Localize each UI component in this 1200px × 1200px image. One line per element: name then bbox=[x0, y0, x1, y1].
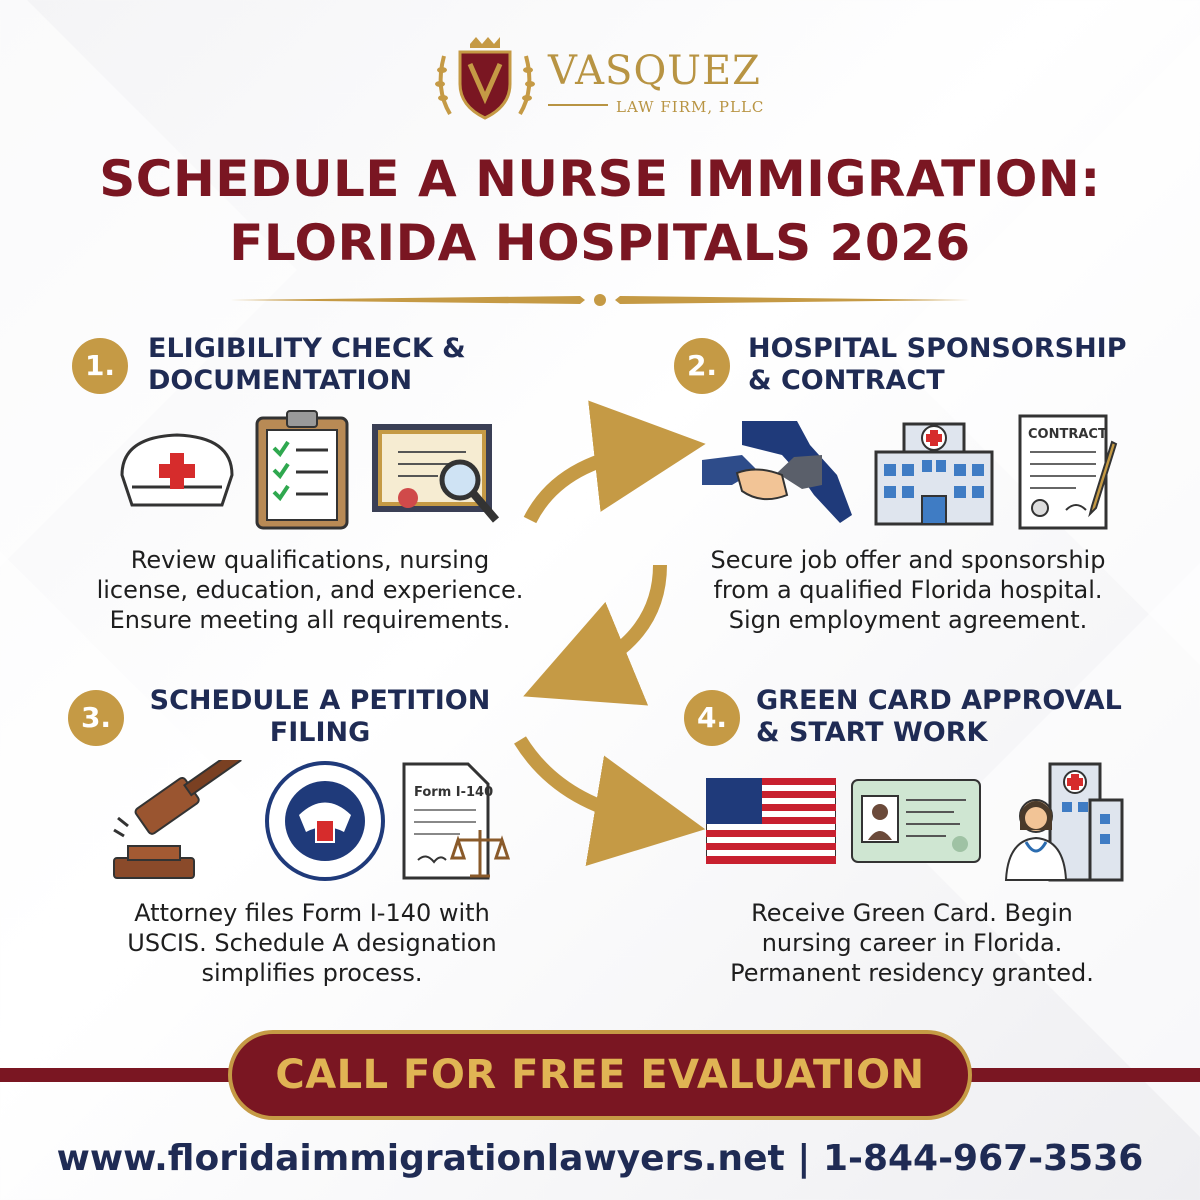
dhs-seal-icon bbox=[264, 760, 386, 882]
page-title-line-2: FLORIDA HOSPITALS 2026 bbox=[229, 214, 971, 272]
step-1-badge: 1. bbox=[72, 338, 128, 394]
step-2-description: Secure job offer and sponsorship from a qualified Florida hospital. Sign employment agreement. bbox=[710, 546, 1106, 634]
gavel-icon bbox=[110, 760, 260, 882]
step-3-title: SCHEDULE A PETITION FILING bbox=[149, 685, 491, 748]
svg-text:CONTRACT: CONTRACT bbox=[1028, 427, 1107, 442]
step-1-description: Review qualifications, nursing license, education, and experience. Ensure meeting all requirements. bbox=[96, 546, 524, 634]
contract-pen-icon bbox=[1016, 412, 1126, 532]
free-evaluation-button[interactable]: CALL FOR FREE EVALUATION bbox=[228, 1030, 972, 1120]
step-4-badge: 4. bbox=[684, 690, 740, 746]
step-4-title: GREEN CARD APPROVAL & START WORK bbox=[756, 685, 1122, 748]
phone-number[interactable]: 1-844-967-3536 bbox=[822, 1138, 1144, 1179]
brand-subtitle: LAW FIRM, PLLC bbox=[616, 98, 765, 116]
hospital-building-icon bbox=[872, 412, 996, 526]
us-flag-icon bbox=[706, 778, 836, 864]
checklist-clipboard-icon bbox=[252, 408, 352, 530]
svg-text:Form I-140: Form I-140 bbox=[414, 785, 494, 800]
website-link[interactable]: www.floridaimmigrationlawyers.net bbox=[56, 1138, 785, 1179]
green-card-icon bbox=[850, 778, 982, 864]
nurse-hospital-icon bbox=[1000, 760, 1126, 882]
step-2-title: HOSPITAL SPONSORSHIP & CONTRACT bbox=[748, 333, 1127, 396]
step-3-description: Attorney files Form I-140 with USCIS. Schedule A designation simplifies process. bbox=[127, 899, 497, 987]
step-4-description: Receive Green Card. Begin nursing career in Florida. Permanent residency granted. bbox=[730, 899, 1094, 987]
contact-separator: | bbox=[797, 1138, 811, 1179]
certificate-magnifier-icon bbox=[368, 420, 508, 532]
step-3-badge: 3. bbox=[68, 690, 124, 746]
step-2-badge: 2. bbox=[674, 338, 730, 394]
handshake-florida-icon bbox=[702, 415, 862, 527]
brand-name: VASQUEZ bbox=[548, 48, 761, 94]
nurse-cap-icon bbox=[112, 425, 242, 515]
step-1-title: ELIGIBILITY CHECK & DOCUMENTATION bbox=[148, 333, 466, 396]
contact-line bbox=[0, 1138, 1200, 1179]
form-scales-icon bbox=[400, 760, 512, 882]
page-title-line-1: SCHEDULE A NURSE IMMIGRATION: bbox=[99, 150, 1101, 208]
